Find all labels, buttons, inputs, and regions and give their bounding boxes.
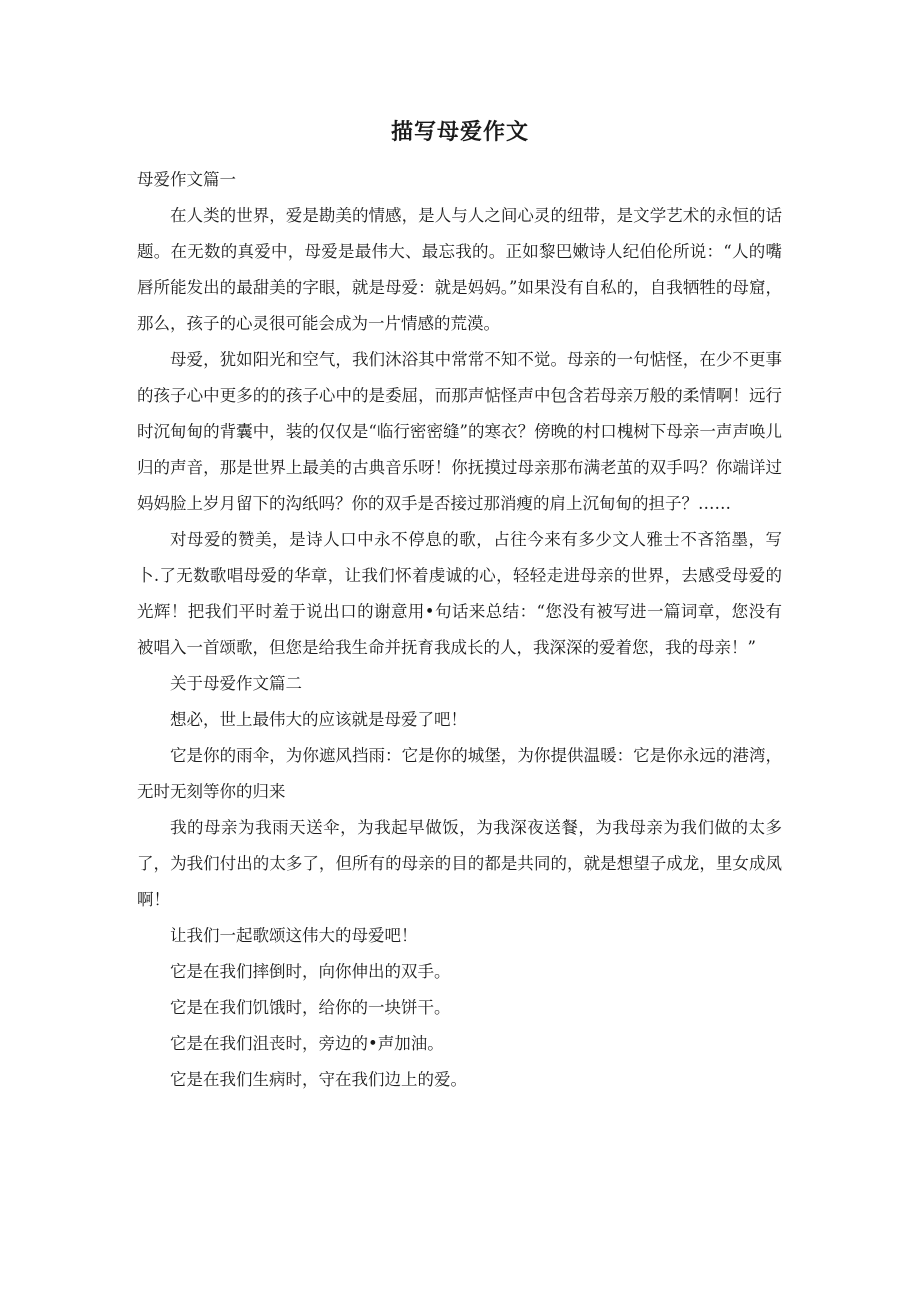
paragraph: 我的母亲为我雨天送伞，为我起早做饭，为我深夜送餐，为我母亲为我们做的太多了，为我们付出的太多了，但所有的母亲的目的都是共同的，就是想望子成龙，里女成凤啊！ [137, 818, 782, 909]
section-heading-1: 母爱作文篇一 [137, 170, 236, 189]
paragraph: 它是你的雨伞，为你遮风挡雨：它是你的城堡，为你提供温暖：它是你永远的港湾，无时无刻等你的归来 [137, 746, 782, 801]
document-title: 描写母爱作文 [390, 120, 529, 145]
paragraph: 母爱，犹如阳光和空气，我们沐浴其中常常不知不觉。母亲的一句惦怪，在少不更事的孩子心中更多的的孩子心中的是委屈，而那声惦怪声中包含若母亲万般的柔情啊！远行时沉甸甸的背囊中，装的仅仅是“临行密密缝”的寒衣？傍晚的村口槐树下母亲一声声唤儿归的声音，那是世界上最美的古典音乐呀！你抚摸过母亲那布满老茧的双手吗？你端详过妈妈脸上岁月留下的沟纸吗？你的双手是否接过那消瘦的肩上沉甸甸的担子？…… [137, 350, 782, 513]
paragraph: 它是在我们饥饿时，给你的一块饼干。 [170, 998, 451, 1017]
paragraph: 它是在我们沮丧时，旁边的•声加油。 [170, 1034, 444, 1053]
section-heading-2: 关于母爱作文篇二 [170, 674, 302, 693]
paragraph: 在人类的世界，爱是勘美的情感，是人与人之间心灵的纽带，是文学艺术的永恒的话题。在无数的真爱中，母爱是最伟大、最忘我的。正如黎巴嫩诗人纪伯伦所说：“人的嘴唇所能发出的最甜美的字眼，就是母爱：就是妈妈。”如果没有自私的，自我牺牲的母窟，那么，孩子的心灵很可能会成为一片情感的荒漠。 [137, 206, 782, 333]
paragraph: 它是在我们摔倒时，向你伸出的双手。 [170, 962, 451, 981]
paragraph: 想必，世上最伟大的应该就是母爱了吧！ [170, 710, 467, 729]
paragraph: 让我们一起歌颂这伟大的母爱吧！ [170, 926, 418, 945]
paragraph: 对母爱的赞美，是诗人口中永不停息的歌，占往今来有多少文人雅士不吝箔墨，写卜.了无数歌唱母爱的华章，让我们怀着虔诚的心，轻轻走进母亲的世界，去感受母爱的光辉！把我们平时羞于说出口的谢意用•句话来总结：“您没有被写进一篇词章，您没有被唱入一首颂歌，但您是给我生命并抚育我成长的人，我深深的爱着您，我的母亲！” [137, 530, 782, 657]
paragraph: 它是在我们生病时，守在我们边上的爱。 [170, 1070, 467, 1089]
document-body [137, 162, 782, 1098]
